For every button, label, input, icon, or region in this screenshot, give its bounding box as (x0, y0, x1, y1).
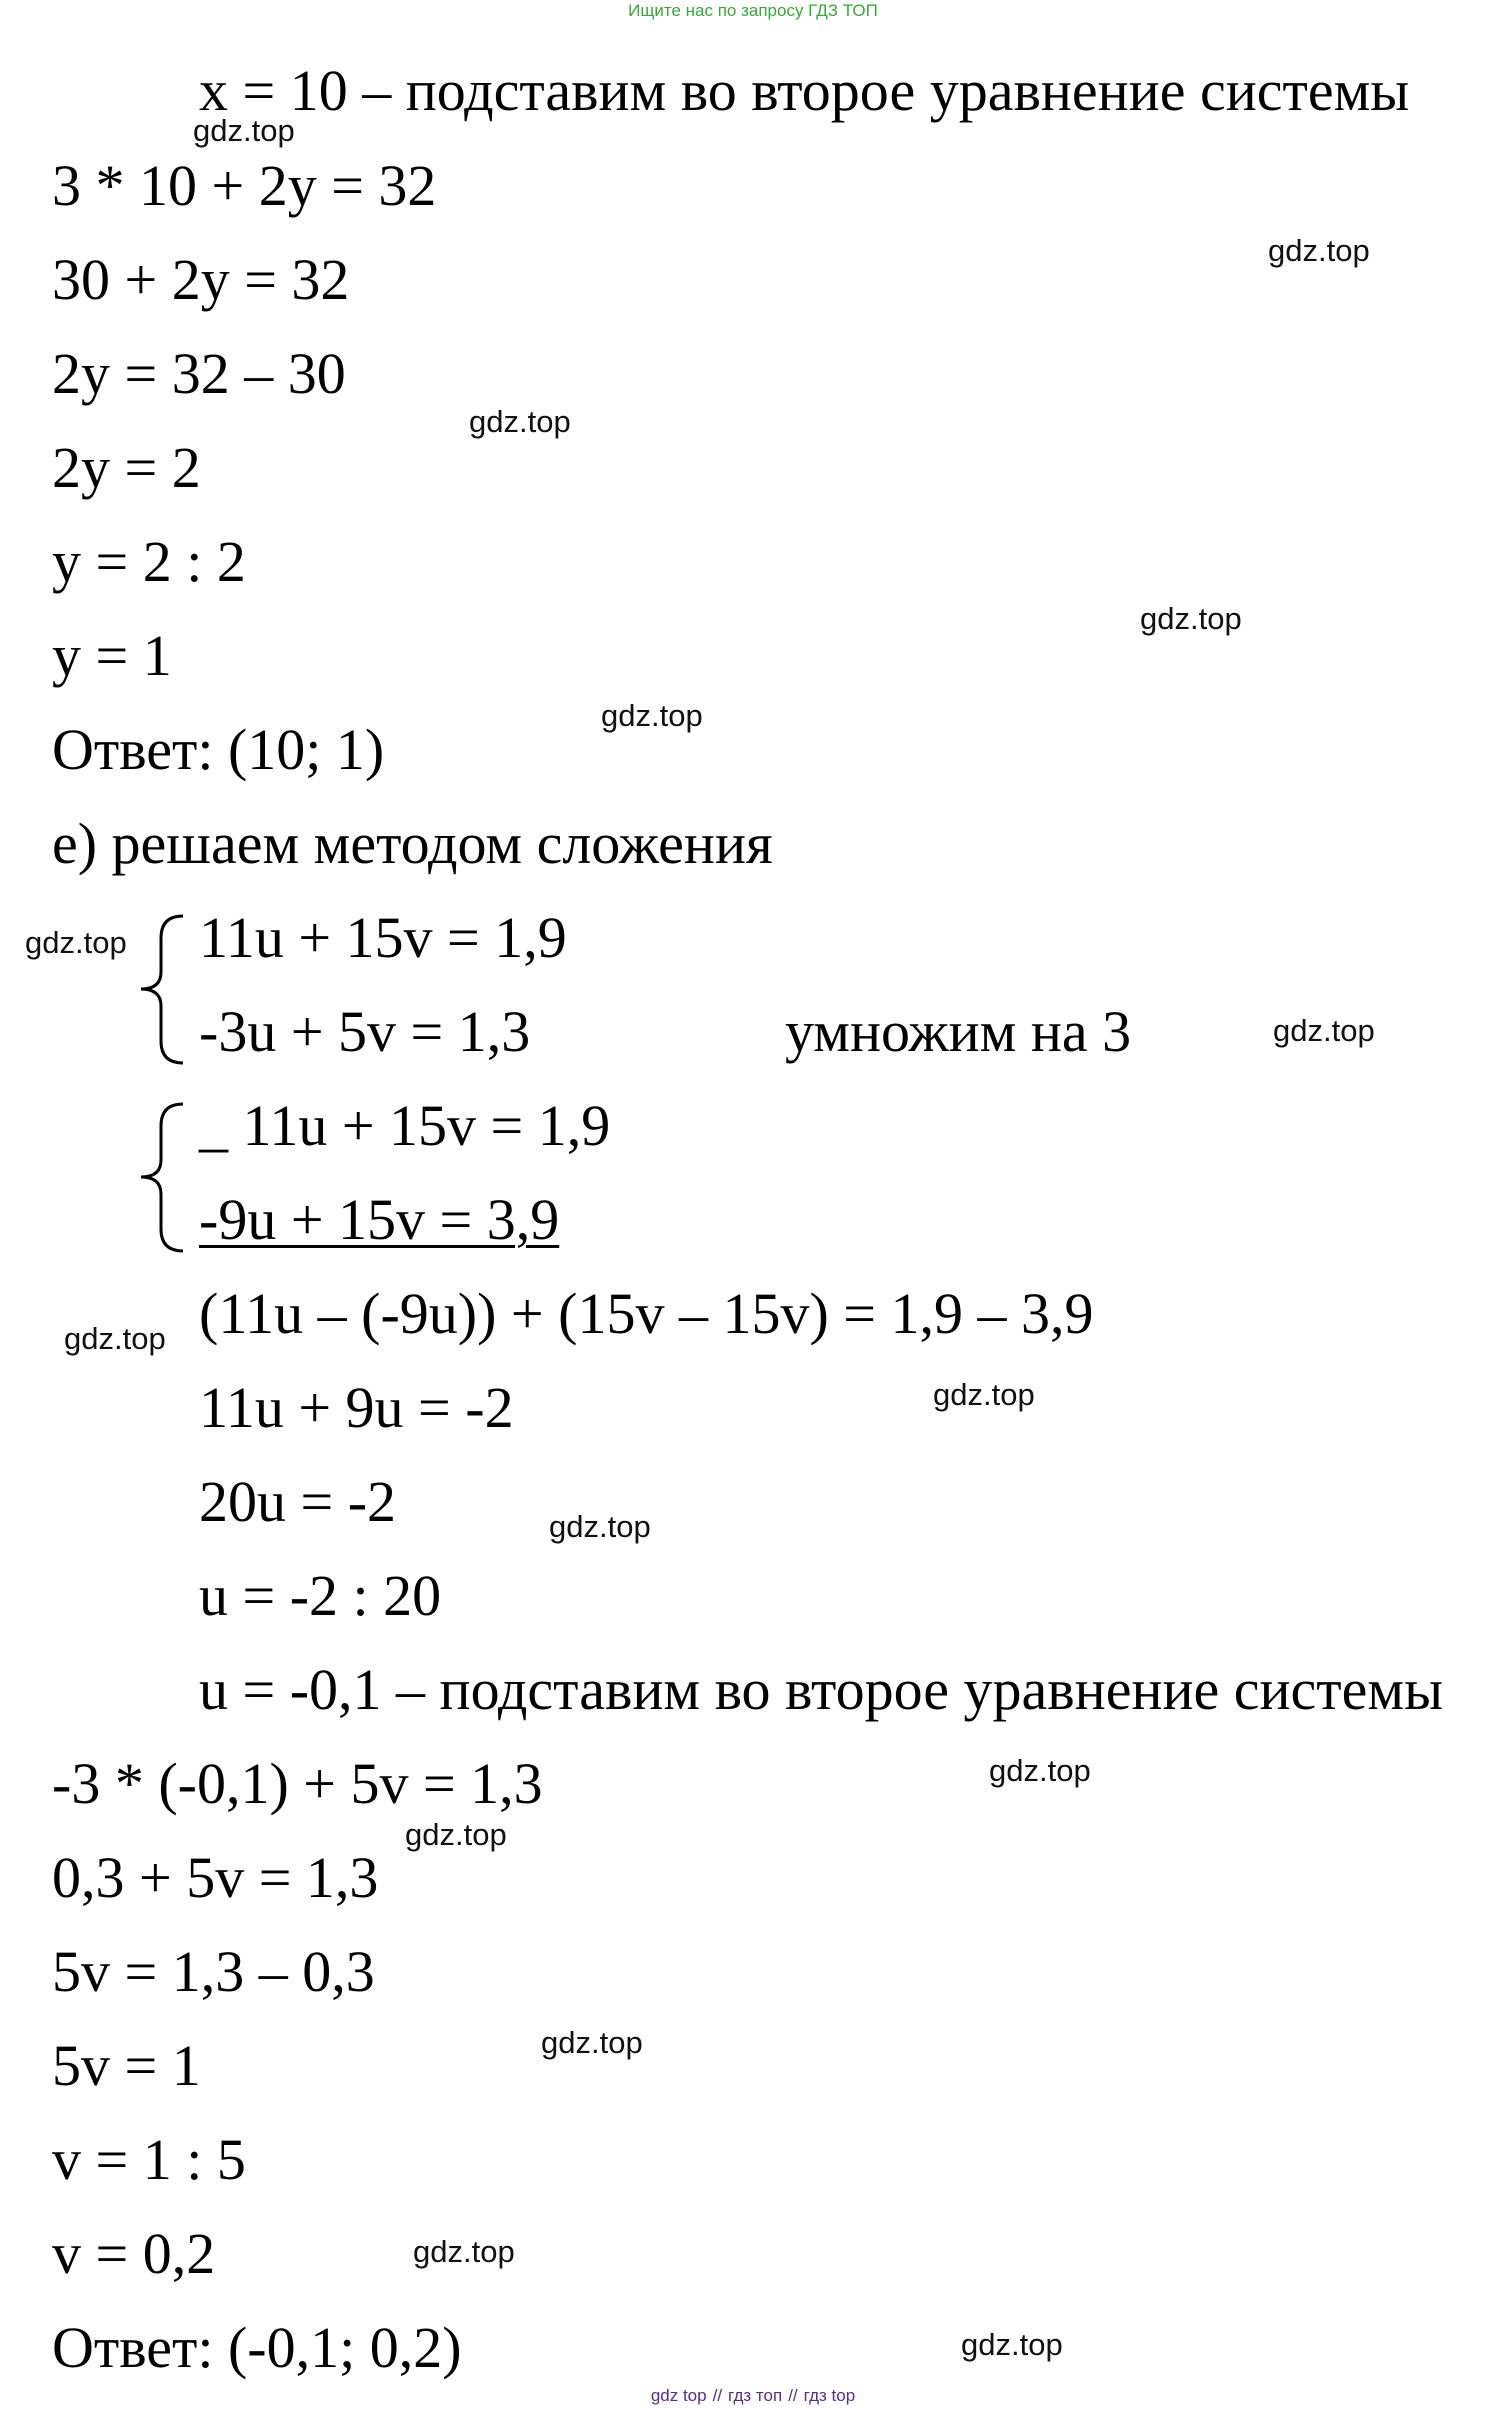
system1-eq2: -3u + 5v = 1,3 (199, 999, 531, 1064)
line-11u-plus-9u: 11u + 9u = -2 (199, 1375, 514, 1440)
answer-1: Ответ: (10; 1) (52, 717, 385, 782)
answer-2: Ответ: (-0,1; 0,2) (52, 2315, 462, 2380)
system1-eq1: 11u + 15v = 1,9 (199, 905, 567, 970)
watermark: gdz.top (549, 1509, 651, 1544)
watermark: gdz.top (25, 925, 127, 960)
watermark: gdz.top (1273, 1013, 1375, 1048)
footer-separator: // (712, 2386, 723, 2405)
watermark: gdz.top (193, 113, 295, 148)
line-5v-eq-diff: 5v = 1,3 – 0,3 (52, 1939, 375, 2004)
footer-link-gdz-top[interactable]: gdz top (650, 2386, 707, 2405)
footer-link-gdz-top-ru[interactable]: гдз топ (728, 2386, 783, 2405)
watermark: gdz.top (405, 1817, 507, 1852)
watermark: gdz.top (541, 2025, 643, 2060)
watermark: gdz.top (64, 1321, 166, 1356)
watermark: gdz.top (933, 1377, 1035, 1412)
watermark: gdz.top (413, 2234, 515, 2269)
system-brace-icon (135, 912, 185, 1067)
line-y-eq-2-div-2: y = 2 : 2 (52, 529, 246, 594)
system-brace-icon (135, 1100, 185, 1255)
watermark: gdz.top (989, 1753, 1091, 1788)
line-5v-eq-1: 5v = 1 (52, 2033, 201, 2098)
line-0-3-plus-5v: 0,3 + 5v = 1,3 (52, 1845, 379, 1910)
watermark: gdz.top (601, 698, 703, 733)
line-subtraction: (11u – (-9u)) + (15v – 15v) = 1,9 – 3,9 (199, 1281, 1094, 1346)
header-search-note: Ищите нас по запросу ГДЗ ТОП (628, 1, 878, 20)
footer-link-gdz-top-mixed[interactable]: гдз top (803, 2386, 856, 2405)
line-30-plus-2y: 30 + 2y = 32 (52, 247, 350, 312)
line-y-eq-1: y = 1 (52, 623, 172, 688)
line-substitution-2: -3 * (-0,1) + 5v = 1,3 (52, 1751, 543, 1816)
line-2y-eq-32-minus-30: 2y = 32 – 30 (52, 341, 346, 406)
system2-eq2: -9u + 15v = 3,9 (199, 1187, 560, 1252)
watermark: gdz.top (961, 2327, 1063, 2362)
multiply-note: умножим на 3 (785, 999, 1132, 1064)
line-20u: 20u = -2 (199, 1469, 397, 1534)
line-u-div: u = -2 : 20 (199, 1563, 442, 1628)
line-substitution: 3 * 10 + 2y = 32 (52, 153, 437, 218)
footer-links (0, 2387, 1506, 2404)
line-v-eq: v = 0,2 (52, 2221, 216, 2286)
line-v-div: v = 1 : 5 (52, 2127, 246, 2192)
watermark: gdz.top (1140, 601, 1242, 636)
line-x-equals-10: x = 10 – подставим во второе уравнение системы (199, 58, 1410, 123)
section-e-heading: е) решаем методом сложения (52, 811, 773, 876)
watermark: gdz.top (1268, 233, 1370, 268)
system2-eq1: _ 11u + 15v = 1,9 (199, 1093, 611, 1158)
line-2y-eq-2: 2y = 2 (52, 435, 201, 500)
line-u-eq: u = -0,1 – подставим во второе уравнение системы (199, 1657, 1444, 1722)
footer-separator: // (788, 2386, 798, 2405)
watermark: gdz.top (469, 404, 571, 439)
